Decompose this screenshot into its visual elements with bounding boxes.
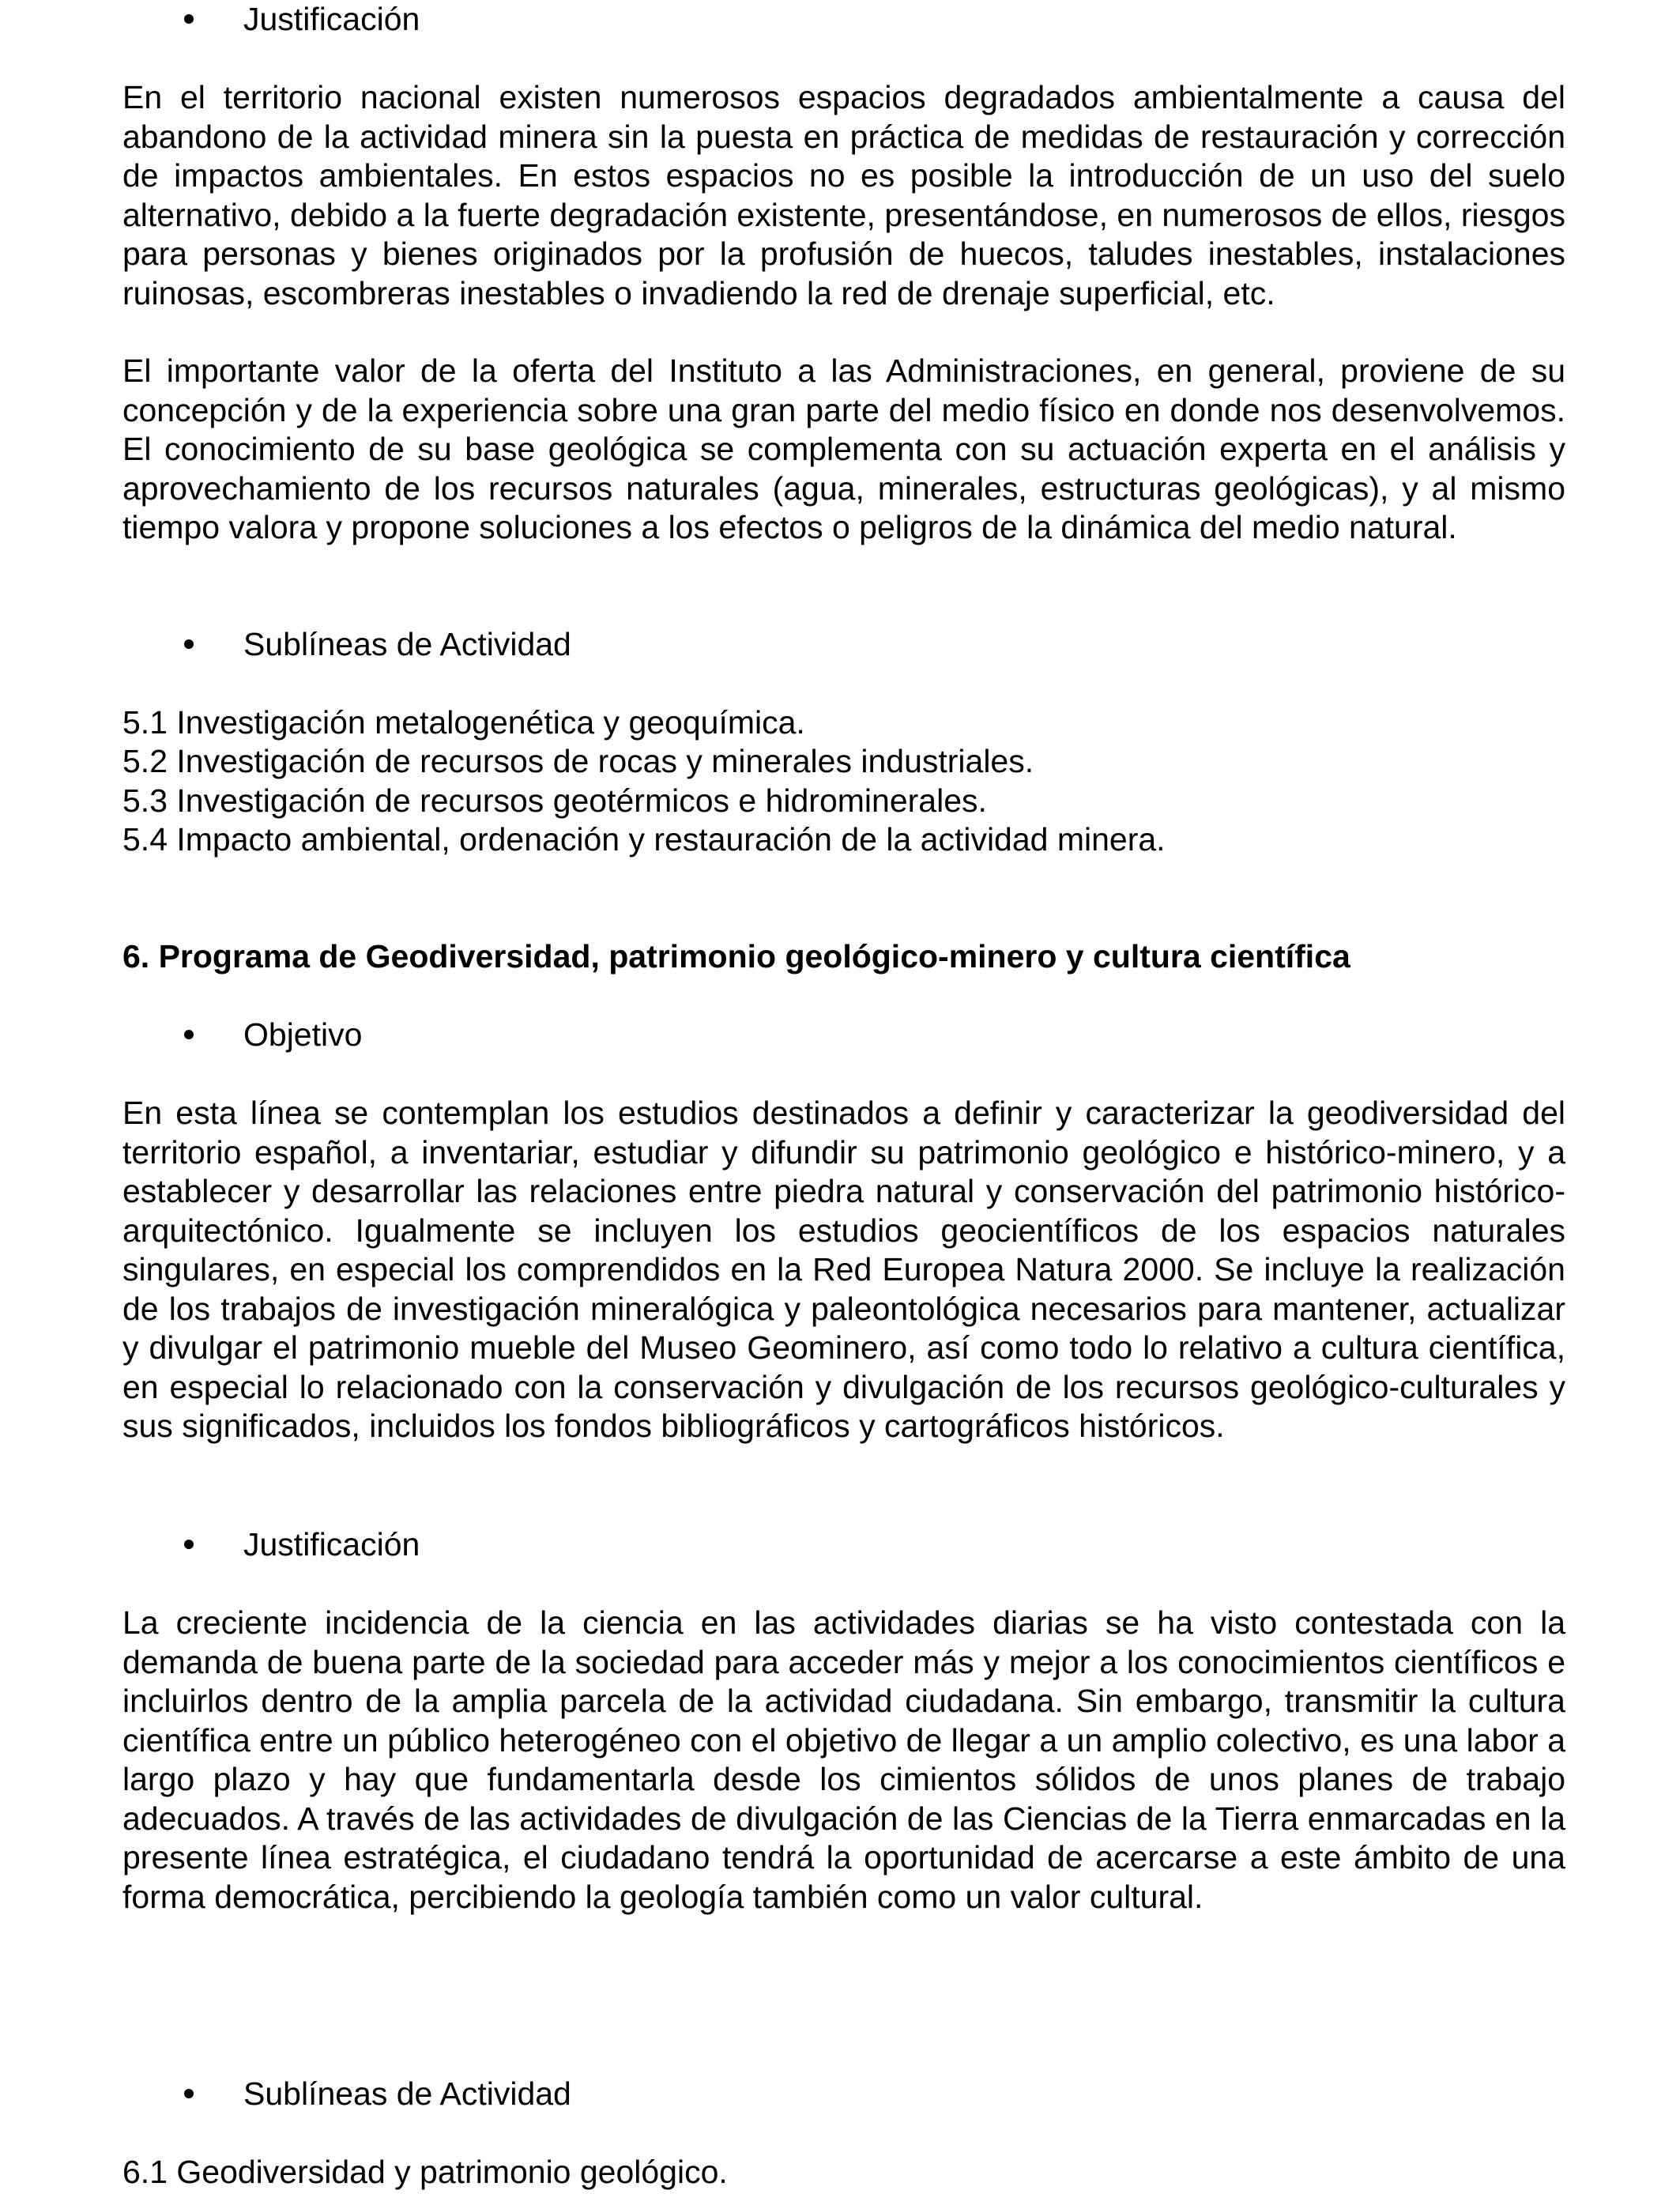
bullet-label: Justificación bbox=[243, 1526, 420, 1563]
section-heading: 6. Programa de Geodiversidad, patrimonio geológico-minero y cultura científica bbox=[122, 938, 1350, 974]
bullet-label: Sublíneas de Actividad bbox=[243, 626, 571, 662]
bullet-dot-icon bbox=[184, 1540, 194, 1549]
subline-item: 5.3 Investigación de recursos geotérmicos e hidrominerales. bbox=[122, 782, 987, 819]
bullet-dot-icon bbox=[184, 639, 194, 649]
bullet-objetivo-6 bbox=[184, 1016, 1448, 1055]
bullet-label: Sublíneas de Actividad bbox=[243, 2075, 571, 2112]
subline-item: 5.2 Investigación de recursos de rocas y minerales industriales. bbox=[122, 743, 1034, 779]
justification-paragraph-5b: El importante valor de la oferta del Instituto a las Administraciones, en general, proviene de su concepción y de la experiencia sobre una gran parte del medio físico en donde nos desenvolvemos. El conocimiento de su base geológica se complementa con su actuación experta en el análisis y aprovechamiento de los recursos naturales (agua, minerales, estructuras geológicas), y al mismo tiempo valora y propone soluciones a los efectos o peligros de la dinámica del medio natural. bbox=[122, 352, 1565, 545]
bullet-sublineas-6 bbox=[184, 2075, 1448, 2114]
justification-paragraph-5a: En el territorio nacional existen numerosos espacios degradados ambientalmente a causa del abandono de la actividad minera sin la puesta en práctica de medidas de restauración y corrección de impactos ambientales. En estos espacios no es posible la introducción de un uso del suelo alternativo, debido a la fuerte degradación existente, presentándose, en numerosos de ellos, riesgos para personas y bienes originados por la profusión de huecos, taludes inestables, instalaciones ruinosas, escombreras inestables o invadiendo la red de drenaje superficial, etc. bbox=[122, 79, 1565, 311]
subline-item: 5.1 Investigación metalogenética y geoquímica. bbox=[122, 704, 805, 741]
bullet-label: Objetivo bbox=[243, 1016, 363, 1053]
bullet-justificacion-5 bbox=[184, 0, 1448, 40]
bullet-sublineas-5 bbox=[184, 625, 1448, 665]
bullet-dot-icon bbox=[184, 14, 194, 24]
justification-paragraph-6: La creciente incidencia de la ciencia en las actividades diarias se ha visto contestada con la demanda de buena parte de la sociedad para acceder más y mejor a los conocimientos científicos e incluirlos dentro de la amplia parcela de la actividad ciudadana. Sin embargo, transmitir la cultura científica entre un público heterogéneo con el objetivo de llegar a un amplio colectivo, es una labor a largo plazo y hay que fundamentarla desde los cimientos sólidos de unos planes de trabajo adecuados. A través de las actividades de divulgación de las Ciencias de la Tierra enmarcadas en la presente línea estratégica, el ciudadano tendrá la oportunidad de acercarse a este ámbito de una forma democrática, percibiendo la geología también como un valor cultural. bbox=[122, 1604, 1565, 1915]
subline-item: 6.1 Geodiversidad y patrimonio geológico. bbox=[122, 2154, 728, 2190]
bullet-justificacion-6 bbox=[184, 1525, 1448, 1565]
subline-item: 5.4 Impacto ambiental, ordenación y restauración de la actividad minera. bbox=[122, 821, 1166, 858]
objective-paragraph-6: En esta línea se contemplan los estudios destinados a definir y caracterizar la geodiversidad del territorio español, a inventariar, estudiar y difundir su patrimonio geológico e histórico-minero, y a establecer y desarrollar las relaciones entre piedra natural y conservación del patrimonio histórico-arquitectónico. Igualmente se incluyen los estudios geocientíficos de los espacios naturales singulares, en especial los comprendidos en la Red Europea Natura 2000. Se incluye la realización de los trabajos de investigación mineralógica y paleontológica necesarios para mantener, actualizar y divulgar el patrimonio mueble del Museo Geominero, así como todo lo relativo a cultura científica, en especial lo relacionado con la conservación y divulgación de los recursos geológico-culturales y sus significados, incluidos los fondos bibliográficos y cartográficos históricos. bbox=[122, 1095, 1565, 1444]
bullet-dot-icon bbox=[184, 2089, 194, 2098]
bullet-dot-icon bbox=[184, 1030, 194, 1039]
bullet-label: Justificación bbox=[243, 1, 420, 37]
